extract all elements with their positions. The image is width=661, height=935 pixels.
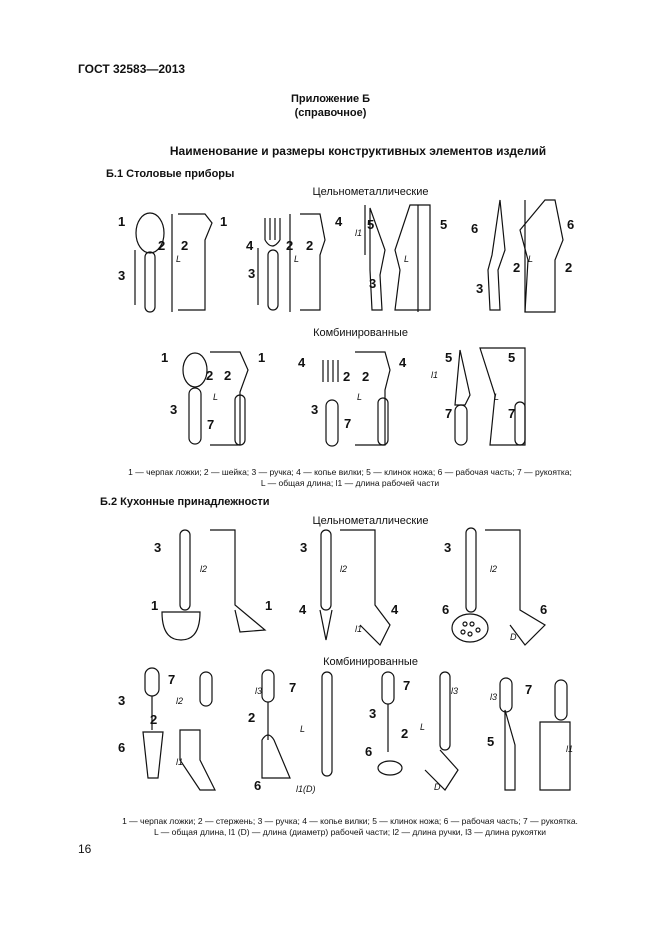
dimension-L: L: [357, 392, 363, 402]
label-3: 3: [311, 402, 319, 417]
dimension-l3: l3: [255, 686, 263, 696]
label-3: 3: [444, 540, 452, 555]
dimension-L: L: [176, 254, 182, 264]
page-number: 16: [78, 842, 92, 856]
legend-line: 1 — черпак ложки; 2 — стержень; 3 — ручка; 4 — копье вилки; 5 — клинок ножа; 6 — рабочая часть; 7 — рукоятка.: [122, 816, 578, 826]
legend-line: L — общая длина, l1 (D) — длина (диаметр) рабочей части; l2 — длина ручки, l3 — длина рукоятки: [154, 827, 546, 837]
label-6: 6: [254, 778, 262, 793]
dimension-l2: l2: [490, 564, 498, 574]
section-2-subtitle-metal: Цельнометаллические: [312, 515, 429, 527]
table-knife-large-drawing: [488, 200, 563, 312]
label-2: 2: [248, 710, 256, 725]
dimension-l1: l1: [176, 757, 184, 767]
label-4: 4: [399, 355, 407, 370]
ladle-drawing: [162, 530, 265, 640]
label-3: 3: [300, 540, 308, 555]
label-6: 6: [540, 602, 548, 617]
label-6: 6: [365, 744, 373, 759]
section-1-subtitle-metal: Цельнометаллические: [312, 186, 429, 198]
label-4: 4: [391, 602, 399, 617]
skimmer-drawing: [452, 528, 548, 645]
dimension-l2: l2: [176, 696, 184, 706]
label-5: 5: [367, 217, 375, 232]
label-3: 3: [154, 540, 162, 555]
label-2: 2: [286, 238, 294, 253]
table-fork-drawing: [258, 214, 325, 312]
label-1: 1: [258, 350, 266, 365]
label-2: 2: [343, 369, 351, 384]
label-2: 2: [401, 726, 409, 741]
label-7: 7: [445, 406, 453, 421]
dimension-l2: l2: [200, 564, 208, 574]
dimension-D: D: [434, 782, 441, 792]
dimension-L: L: [404, 254, 410, 264]
kitchen-knife-drawing: [500, 678, 570, 790]
label-7: 7: [168, 672, 176, 687]
dimension-l3: l3: [490, 692, 498, 702]
label-5: 5: [445, 350, 453, 365]
dimension-L: L: [294, 254, 300, 264]
section-2-subtitle-combined: Комбинированные: [323, 656, 418, 668]
label-1: 1: [220, 214, 228, 229]
label-5: 5: [440, 217, 448, 232]
label-3: 3: [118, 268, 126, 283]
section-1-title: Б.1 Столовые приборы: [106, 168, 235, 180]
label-4: 4: [298, 355, 306, 370]
label-7: 7: [344, 416, 352, 431]
dimension-l1: l1: [355, 228, 363, 238]
dimension-L: L: [528, 254, 534, 264]
label-2: 2: [306, 238, 314, 253]
label-2: 2: [181, 238, 189, 253]
label-2: 2: [158, 238, 166, 253]
label-3: 3: [369, 276, 377, 291]
table-spoon-drawing: [135, 213, 212, 312]
label-4: 4: [246, 238, 254, 253]
dimension-l1: l1: [566, 744, 574, 754]
legend-line: L — общая длина; l1 — длина рабочей части: [260, 478, 440, 488]
label-1: 1: [265, 598, 273, 613]
dimension-L: L: [494, 392, 500, 402]
table-knife-drawing: [365, 205, 430, 312]
label-6: 6: [471, 221, 479, 236]
label-6: 6: [442, 602, 450, 617]
label-7: 7: [289, 680, 297, 695]
label-1: 1: [151, 598, 159, 613]
label-3: 3: [170, 402, 178, 417]
dimension-l1: l1: [355, 624, 363, 634]
label-2: 2: [362, 369, 370, 384]
appendix-note: (справочное): [294, 107, 367, 119]
legend-line: 1 — черпак ложки; 2 — шейка; 3 — ручка; 4 — копье вилки; 5 — клинок ножа; 6 — рабочая часть; 7 — рукоятка;: [128, 467, 572, 477]
label-1: 1: [161, 350, 169, 365]
dimension-D: D: [510, 632, 517, 642]
label-2: 2: [565, 260, 573, 275]
label-2: 2: [513, 260, 521, 275]
label-1: 1: [118, 214, 126, 229]
drawing-number-labels: [118, 214, 574, 793]
label-3: 3: [476, 281, 484, 296]
label-7: 7: [403, 678, 411, 693]
dimension-L: L: [420, 722, 426, 732]
label-2: 2: [206, 368, 214, 383]
strainer-drawing: [378, 672, 458, 790]
meat-tenderizer-drawing: [262, 670, 332, 778]
document-header: ГОСТ 32583—2013: [78, 62, 186, 76]
label-4: 4: [299, 602, 307, 617]
label-3: 3: [369, 706, 377, 721]
label-6: 6: [118, 740, 126, 755]
label-7: 7: [508, 406, 516, 421]
label-3: 3: [118, 693, 126, 708]
dimension-l2: l2: [340, 564, 348, 574]
label-6: 6: [567, 217, 575, 232]
label-5: 5: [487, 734, 495, 749]
dimension-L: L: [213, 392, 219, 402]
label-5: 5: [508, 350, 516, 365]
document-title: Наименование и размеры конструктивных элементов изделий: [169, 144, 547, 158]
label-2: 2: [224, 368, 232, 383]
label-4: 4: [335, 214, 343, 229]
dimension-L: L: [300, 724, 306, 734]
dimension-l1: l1: [431, 370, 439, 380]
appendix-title: Приложение Б: [290, 93, 371, 105]
section-1-subtitle-combined: Комбинированные: [313, 327, 408, 339]
label-7: 7: [207, 417, 215, 432]
label-7: 7: [525, 682, 533, 697]
label-3: 3: [248, 266, 256, 281]
label-2: 2: [150, 712, 158, 727]
section-2-title: Б.2 Кухонные принадлежности: [100, 496, 270, 508]
dimension-l1D: l1(D): [296, 784, 316, 794]
spatula-drawing: [143, 668, 215, 790]
dimension-l3: l3: [451, 686, 459, 696]
